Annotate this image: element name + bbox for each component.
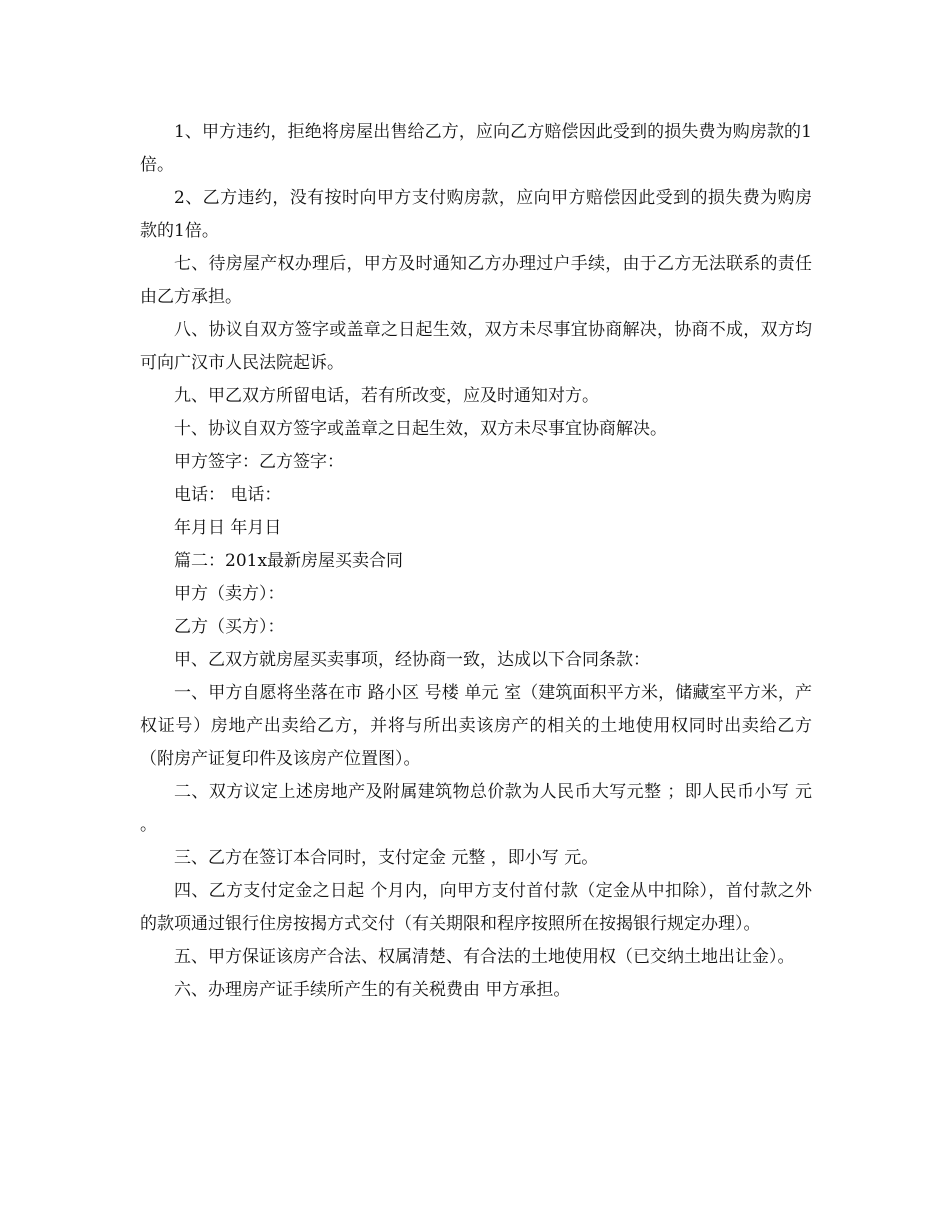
paragraph-article-4: 四、乙方支付定金之日起 个月内，向甲方支付首付款（定金从中扣除），首付款之外的款项通过银行住房按揭方式交付（有关期限和程序按照所在按揭银行规定办理）。 bbox=[140, 881, 812, 934]
document-body bbox=[140, 116, 812, 1007]
paragraph-preamble: 甲、乙双方就房屋买卖事项，经协商一致，达成以下合同条款： bbox=[174, 650, 650, 670]
paragraph-clause-7: 七、待房屋产权办理后，甲方及时通知乙方办理过户手续，由于乙方无法联系的责任由乙方承担。 bbox=[140, 254, 812, 307]
section-heading: 篇二：201x最新房屋买卖合同 bbox=[174, 551, 404, 571]
paragraph-article-5: 五、甲方保证该房产合法、权属清楚、有合法的土地使用权（已交纳土地出让金）。 bbox=[174, 947, 795, 967]
date-line: 年月日 年月日 bbox=[174, 518, 282, 538]
party-b-line: 乙方（买方）： bbox=[174, 617, 285, 637]
party-a-line: 甲方（卖方）： bbox=[174, 584, 285, 604]
paragraph-article-6: 六、办理房产证手续所产生的有关税费由 甲方承担。 bbox=[174, 980, 571, 1000]
paragraph-clause-8: 八、协议自双方签字或盖章之日起生效，双方未尽事宜协商解决，协商不成，双方均可向广汉市人民法院起诉。 bbox=[140, 320, 812, 373]
paragraph-article-1: 一、甲方自愿将坐落在市 路小区 号楼 单元 室（建筑面积平方米，储藏室平方米，产权证号）房地产出卖给乙方，并将与所出卖该房产的相关的土地使用权同时出卖给乙方（附房产证复印件及该房产位置图）。 bbox=[140, 683, 812, 769]
paragraph-clause-9: 九、甲乙双方所留电话，若有所改变，应及时通知对方。 bbox=[174, 386, 599, 406]
paragraph-clause-10: 十、协议自双方签字或盖章之日起生效，双方未尽事宜协商解决。 bbox=[174, 419, 667, 439]
paragraph-article-3: 三、乙方在签订本合同时，支付定金 元整 ，即小写 元。 bbox=[174, 848, 599, 868]
phone-line: 电话： 电话： bbox=[174, 485, 282, 505]
paragraph-breach-buyer: 2、乙方违约，没有按时向甲方支付购房款，应向甲方赔偿因此受到的损失费为购房款的1倍。 bbox=[140, 188, 812, 241]
signature-line: 甲方签字：乙方签字： bbox=[174, 452, 344, 472]
paragraph-breach-seller: 1、甲方违约，拒绝将房屋出售给乙方，应向乙方赔偿因此受到的损失费为购房款的1倍。 bbox=[140, 122, 812, 175]
paragraph-article-2: 二、双方议定上述房地产及附属建筑物总价款为人民币大写元整 ；即人民币小写 元 。 bbox=[140, 782, 812, 835]
